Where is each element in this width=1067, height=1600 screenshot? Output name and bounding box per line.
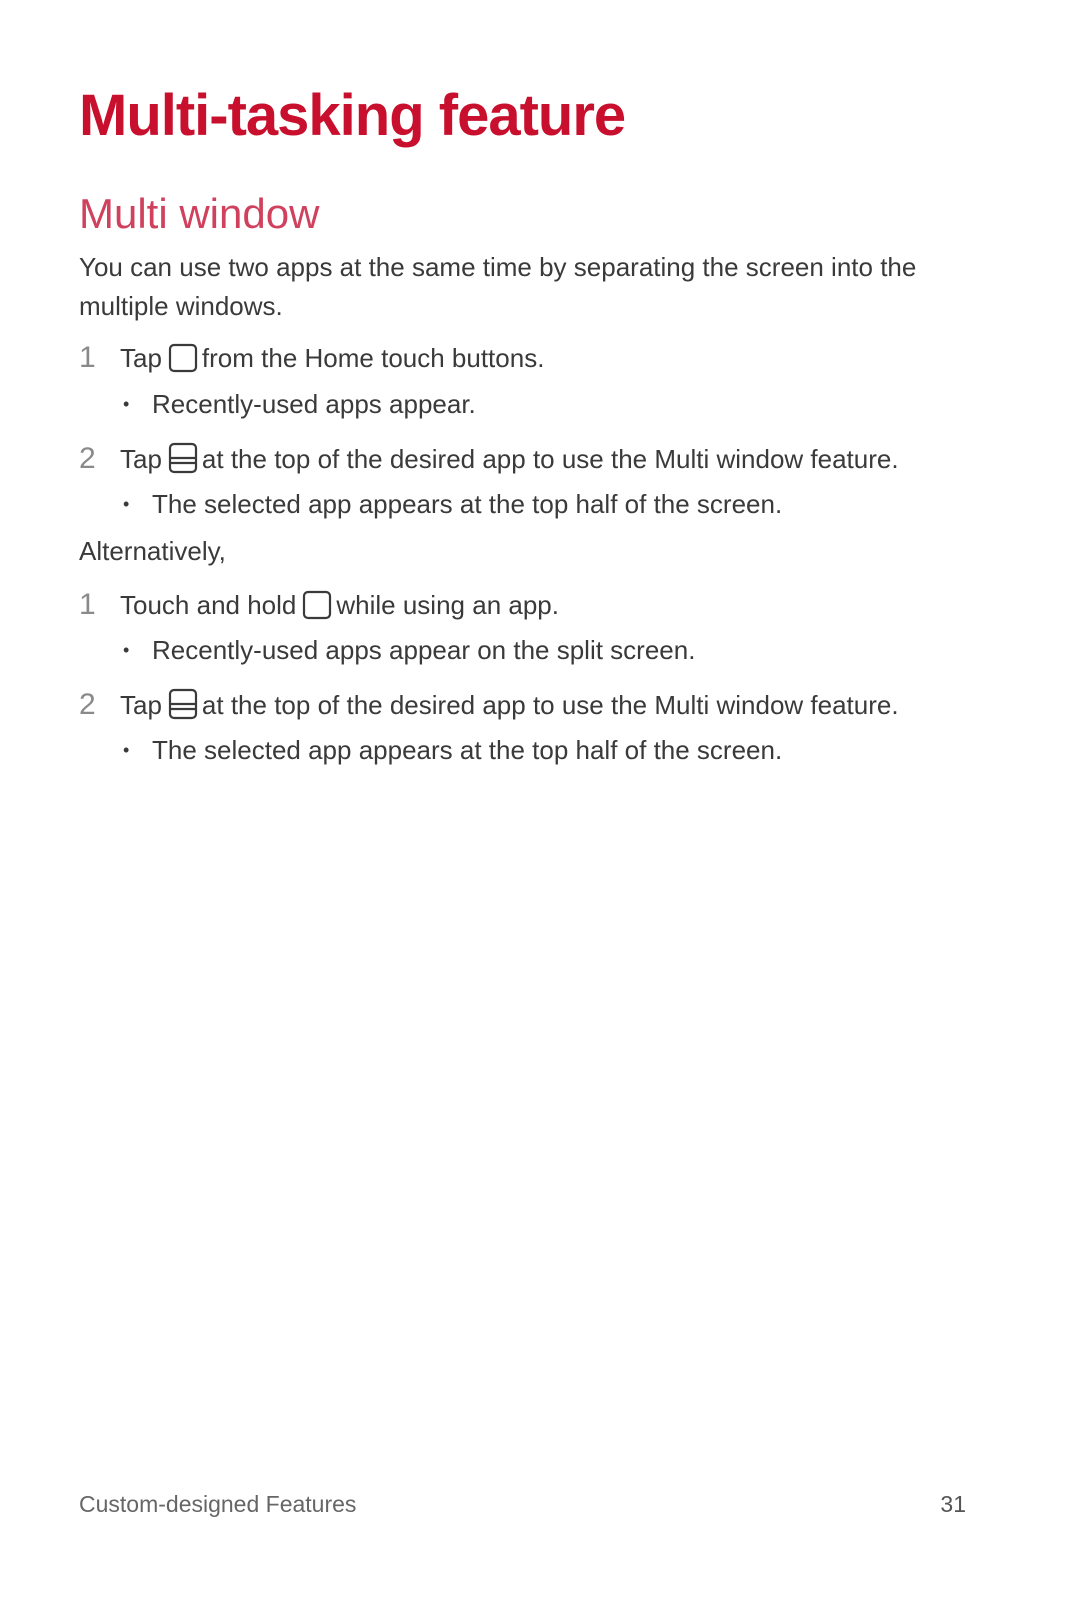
multi-window-icon	[168, 688, 198, 731]
step-text-after: at the top of the desired app to use the Multi window feature.	[201, 444, 899, 474]
step-number: 2	[79, 688, 96, 721]
recent-apps-icon	[168, 343, 198, 384]
bullet-dot: •	[123, 394, 130, 414]
bullet-text: The selected app appears at the top half of the screen.	[152, 735, 783, 765]
step-item	[79, 338, 1019, 384]
step-text-before: Tap	[120, 343, 162, 373]
step-number: 1	[79, 341, 96, 374]
step-item	[79, 585, 1019, 631]
step-number: 2	[79, 442, 96, 475]
step-bullet	[123, 484, 782, 524]
step-bullet	[123, 730, 782, 770]
footer-section-name: Custom-designed Features	[79, 1491, 357, 1517]
step-number: 1	[79, 588, 96, 621]
step-text-before: Tap	[120, 690, 162, 720]
alternatively-label: Alternatively,	[79, 536, 226, 566]
bullet-dot: •	[123, 494, 130, 514]
step-text-before: Touch and hold	[120, 590, 297, 620]
section-title: Multi window	[79, 190, 320, 237]
step-text-after: from the Home touch buttons.	[201, 343, 545, 373]
bullet-dot: •	[123, 740, 130, 760]
step-item	[79, 685, 1019, 731]
intro-paragraph: You can use two apps at the same time by separating the screen into the multiple windows.	[79, 252, 917, 321]
page-number: 31	[940, 1491, 966, 1517]
step-text-after: while using an app.	[336, 590, 559, 620]
page-title: Multi-tasking feature	[79, 83, 626, 148]
recent-apps-icon	[302, 590, 332, 631]
bullet-text: The selected app appears at the top half of the screen.	[152, 489, 783, 519]
bullet-text: Recently-used apps appear.	[152, 389, 476, 419]
multi-window-icon	[168, 442, 198, 485]
step-text-after: at the top of the desired app to use the Multi window feature.	[201, 690, 899, 720]
step-bullet	[123, 384, 476, 424]
step-text-before: Tap	[120, 444, 162, 474]
step-item	[79, 439, 1019, 485]
bullet-text: Recently-used apps appear on the split screen.	[152, 635, 696, 665]
step-bullet	[123, 630, 695, 670]
bullet-dot: •	[123, 640, 130, 660]
